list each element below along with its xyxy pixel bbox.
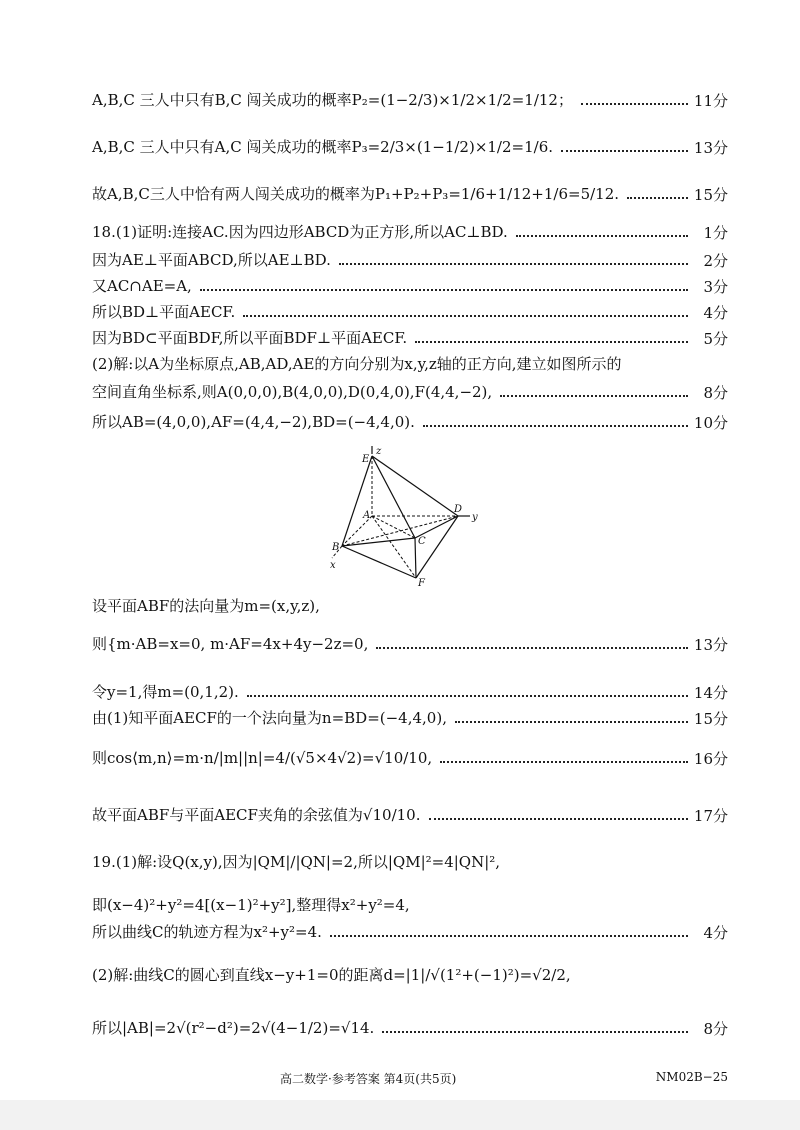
dot-leader bbox=[581, 103, 688, 105]
score-label: 15分 bbox=[693, 186, 728, 204]
solution-text: (2)解:曲线C的圆心到直线x−y+1=0的距离d=|1|/√(1²+(−1)²)=√2/2, bbox=[92, 966, 571, 984]
solution-line bbox=[92, 965, 732, 985]
score-label: 15分 bbox=[693, 710, 728, 728]
solution-text: 所以|AB|=2√(r²−d²)=2√(4−1/2)=√14. bbox=[92, 1019, 375, 1037]
score-label: 13分 bbox=[693, 636, 728, 654]
solution-text: 所以BD⊥平面AECF. bbox=[92, 303, 236, 321]
dot-leader bbox=[627, 197, 688, 199]
solution-line bbox=[92, 302, 732, 322]
dot-leader bbox=[455, 721, 688, 723]
dot-leader bbox=[382, 1031, 688, 1033]
solution-text: 则{m·AB=x=0, m·AF=4x+4y−2z=0, bbox=[92, 635, 369, 653]
solution-text: 19.(1)解:设Q(x,y),因为|QM|/|QN|=2,所以|QM|²=4|QN|², bbox=[92, 853, 501, 871]
label-F: F bbox=[418, 578, 425, 588]
solution-text: 故平面ABF与平面AECF夹角的余弦值为√10/10. bbox=[92, 806, 421, 824]
score-label: 16分 bbox=[693, 750, 728, 768]
score-label: 5分 bbox=[703, 330, 728, 348]
label-E: E bbox=[362, 454, 370, 465]
score-label: 10分 bbox=[693, 414, 728, 432]
dot-leader bbox=[423, 425, 688, 427]
dot-leader bbox=[200, 289, 688, 291]
solution-line bbox=[92, 412, 732, 432]
solution-line bbox=[92, 922, 732, 942]
solution-line bbox=[92, 137, 732, 157]
solution-text: 由(1)知平面AECF的一个法向量为n=BD=(−4,4,0), bbox=[92, 709, 447, 727]
label-D: D bbox=[454, 504, 463, 515]
dot-leader bbox=[429, 818, 688, 820]
label-A: A bbox=[363, 510, 371, 521]
solution-line bbox=[92, 328, 732, 348]
score-label: 14分 bbox=[693, 684, 728, 702]
score-label: 4分 bbox=[703, 304, 728, 322]
solution-text: 空间直角坐标系,则A(0,0,0),B(4,0,0),D(0,4,0),F(4,4,−2), bbox=[92, 383, 493, 401]
dot-leader bbox=[500, 395, 688, 397]
solution-line bbox=[92, 895, 732, 915]
solution-line bbox=[92, 748, 732, 768]
solution-line bbox=[92, 250, 732, 270]
solution-text: 即(x−4)²+y²=4[(x−1)²+y²],整理得x²+y²=4, bbox=[92, 896, 410, 914]
solution-text: A,B,C 三人中只有A,C 闯关成功的概率P₃=2/3×(1−1/2)×1/2=1/6. bbox=[92, 138, 554, 156]
solution-line bbox=[92, 634, 732, 654]
solution-line bbox=[92, 382, 732, 402]
label-z: z bbox=[376, 446, 382, 457]
solution-line bbox=[92, 222, 732, 242]
score-label: 17分 bbox=[693, 807, 728, 825]
score-label: 3分 bbox=[703, 278, 728, 296]
solution-line bbox=[92, 805, 732, 825]
footer-right: NM02B−25 bbox=[655, 1070, 728, 1084]
solution-text: 所以AB=(4,0,0),AF=(4,4,−2),BD=(−4,4,0). bbox=[92, 413, 415, 431]
solution-text: 设平面ABF的法向量为m=(x,y,z), bbox=[92, 597, 320, 615]
dot-leader bbox=[376, 647, 688, 649]
solution-line bbox=[92, 682, 732, 702]
score-label: 11分 bbox=[693, 92, 728, 110]
dot-leader bbox=[415, 341, 688, 343]
solution-line bbox=[92, 276, 732, 296]
footer-center: 高二数学·参考答案 第4页(共5页) bbox=[280, 1072, 457, 1086]
score-label: 8分 bbox=[703, 1020, 728, 1038]
solution-text: A,B,C 三人中只有B,C 闯关成功的概率P₂=(1−2/3)×1/2×1/2=1/12； bbox=[92, 91, 573, 109]
solution-text: 因为AE⊥平面ABCD,所以AE⊥BD. bbox=[92, 251, 331, 269]
solution-text: 则cos⟨m,n⟩=m·n/|m||n|=4/(√5×4√2)=√10/10, bbox=[92, 749, 433, 767]
dot-leader bbox=[561, 150, 688, 152]
geometry-diagram bbox=[330, 446, 480, 588]
bottom-band bbox=[0, 1100, 800, 1130]
dot-leader bbox=[516, 235, 688, 237]
solution-text: (2)解:以A为坐标原点,AB,AD,AE的方向分别为x,y,z轴的正方向,建立如图所示的 bbox=[92, 355, 622, 373]
dot-leader bbox=[440, 761, 688, 763]
label-C: C bbox=[418, 536, 426, 547]
score-label: 2分 bbox=[703, 252, 728, 270]
label-x: x bbox=[330, 560, 336, 571]
dot-leader bbox=[243, 315, 688, 317]
solution-text: 18.(1)证明:连接AC.因为四边形ABCD为正方形,所以AC⊥BD. bbox=[92, 223, 508, 241]
score-label: 8分 bbox=[703, 384, 728, 402]
dot-leader bbox=[339, 263, 688, 265]
solution-text: 故A,B,C三人中恰有两人闯关成功的概率为P₁+P₂+P₃=1/6+1/12+1/6=5/12. bbox=[92, 185, 620, 203]
solution-line bbox=[92, 708, 732, 728]
dot-leader bbox=[247, 695, 688, 697]
solution-line bbox=[92, 852, 732, 872]
solution-text: 因为BD⊂平面BDF,所以平面BDF⊥平面AECF. bbox=[92, 329, 408, 347]
solution-line bbox=[92, 596, 732, 616]
solution-line bbox=[92, 1018, 732, 1038]
solution-text: 所以曲线C的轨迹方程为x²+y²=4. bbox=[92, 923, 322, 941]
score-label: 1分 bbox=[703, 224, 728, 242]
solution-line bbox=[92, 184, 732, 204]
solution-text: 又AC∩AE=A, bbox=[92, 277, 192, 295]
solution-line bbox=[92, 90, 732, 110]
solution-text: 令y=1,得m=(0,1,2). bbox=[92, 683, 239, 701]
label-B: B bbox=[332, 542, 340, 553]
score-label: 13分 bbox=[693, 139, 728, 157]
score-label: 4分 bbox=[703, 924, 728, 942]
solution-line bbox=[92, 354, 732, 374]
label-y: y bbox=[472, 512, 478, 523]
dot-leader bbox=[330, 935, 688, 937]
